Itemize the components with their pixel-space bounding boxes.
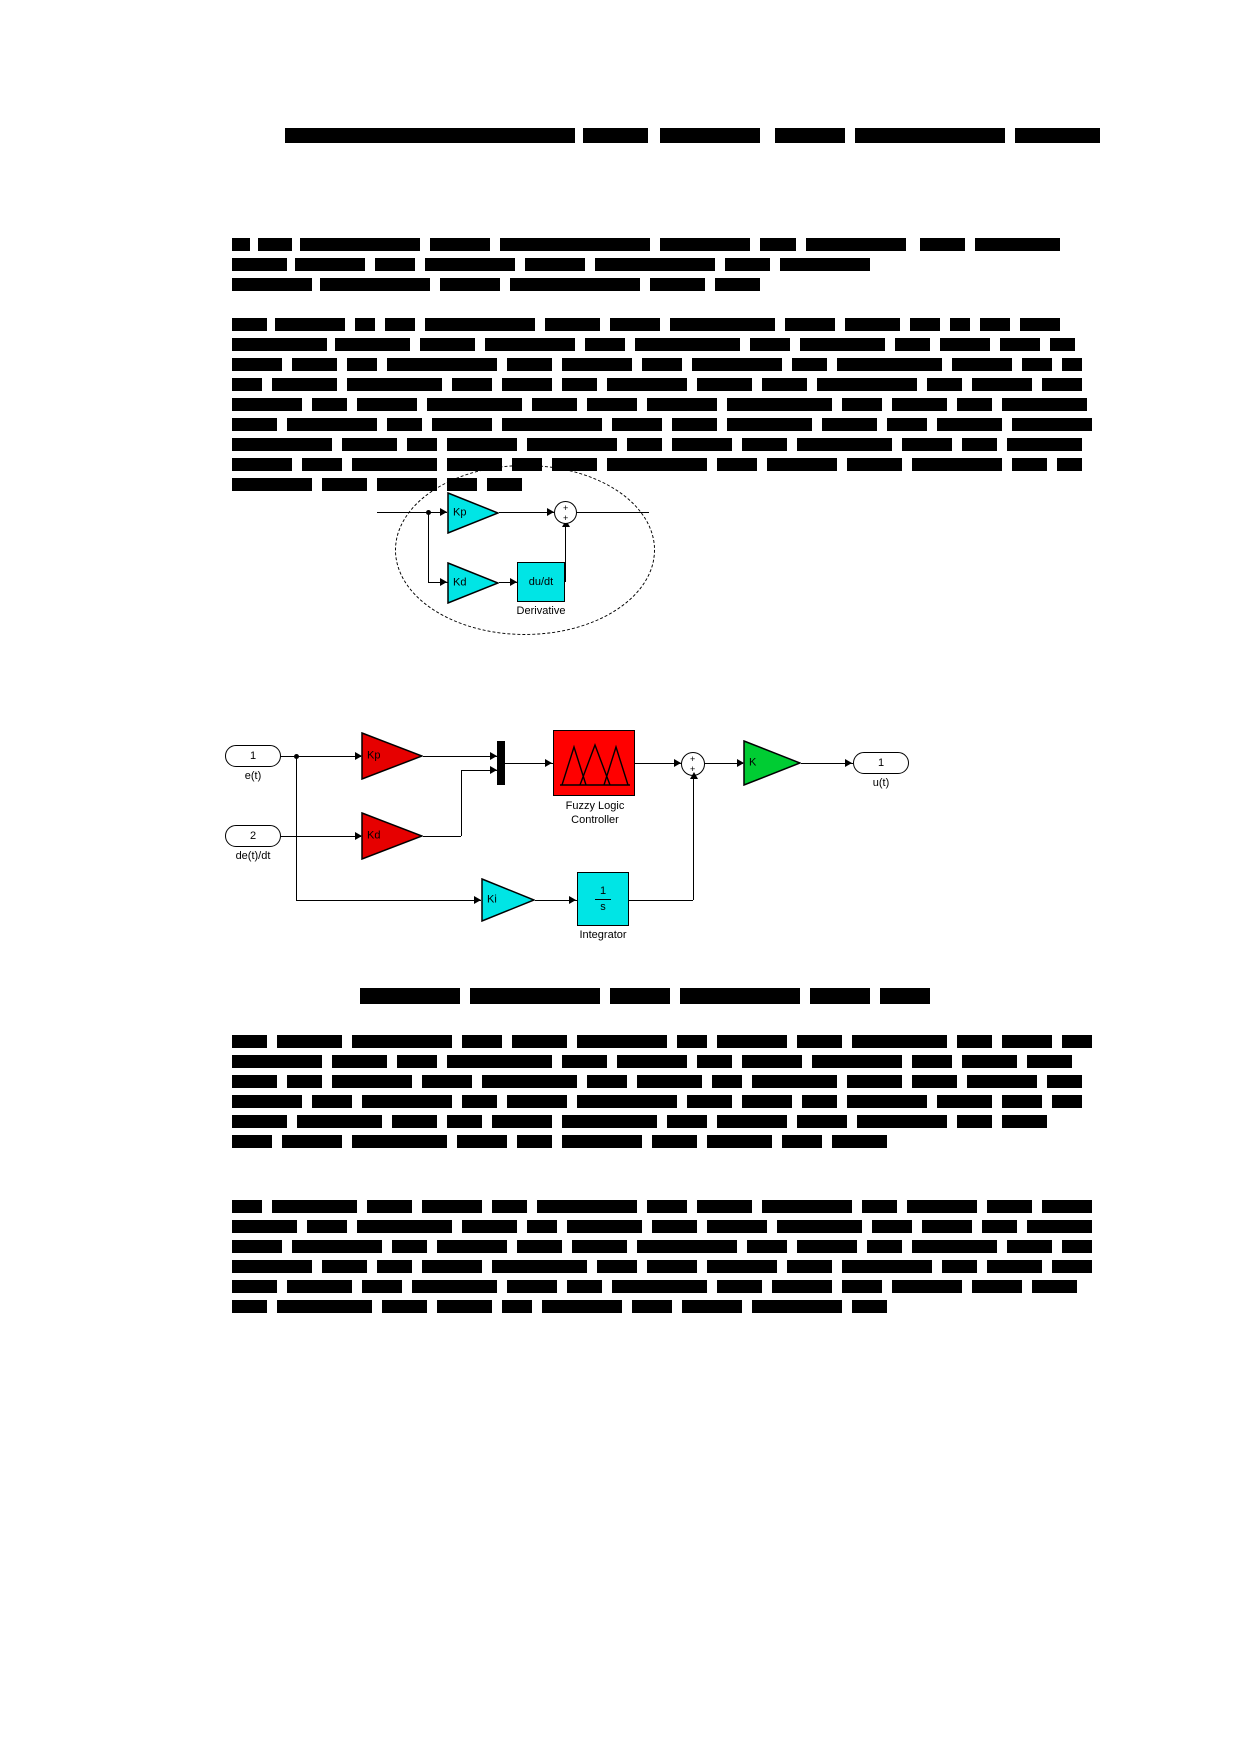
fuzzy-pid-block-diagram [225, 720, 995, 945]
wire-kp-to-mux [423, 756, 497, 757]
wire-kd-out [423, 836, 461, 837]
inport-2-number: 2 [249, 830, 257, 842]
section-title-redacted [0, 128, 1240, 151]
inport-1-number: 1 [249, 750, 257, 762]
redacted-line [0, 128, 1240, 143]
redacted-line [0, 1220, 1240, 1233]
outport-1-label: u(t) [872, 777, 890, 789]
inport-1-label: e(t) [244, 770, 262, 782]
redacted-line [0, 418, 1240, 431]
redacted-line [0, 358, 1240, 371]
wire-e-down [296, 756, 297, 900]
gain-kd [447, 562, 499, 604]
gain-kd-label: Kd [453, 576, 467, 589]
redacted-line [0, 1035, 1240, 1048]
wire-integrator-up [693, 778, 694, 900]
arrow-into-outport [845, 759, 852, 767]
integrator-caption: Integrator [579, 929, 627, 941]
arrow-into-fuzzy [545, 759, 552, 767]
gain-kp-label: Kp [453, 506, 467, 519]
redacted-line [0, 1300, 1240, 1313]
arrow-into-integrator [569, 896, 576, 904]
wire-input [377, 512, 447, 513]
sum-sign-bottom: + [563, 513, 569, 523]
inport-2 [225, 825, 281, 847]
membership-function-icon [554, 731, 636, 797]
arrow-into-mux-bottom [490, 766, 497, 774]
redacted-line [0, 1240, 1240, 1253]
wire-e-out [281, 756, 361, 757]
wire-derivative-up [565, 527, 566, 582]
paragraph-1-redacted [0, 238, 1240, 298]
arrow-into-ki [474, 896, 481, 904]
gain-kp-main [361, 732, 423, 780]
mux-bar [497, 741, 505, 785]
fuzzy-logic-controller-block [553, 730, 635, 796]
redacted-line [0, 378, 1240, 391]
fuzzy-caption-line2: Controller [571, 814, 619, 826]
gain-kp-main-label: Kp [367, 749, 381, 762]
redacted-line [0, 238, 1240, 251]
redacted-line [0, 1075, 1240, 1088]
redacted-line [0, 278, 1240, 291]
redacted-line [0, 1115, 1240, 1128]
redacted-line [0, 338, 1240, 351]
integrator-numerator: 1 [599, 885, 607, 898]
gain-k [743, 740, 801, 786]
gain-kd-main [361, 812, 423, 860]
gain-k-label: K [749, 756, 757, 769]
derivative-block [517, 562, 565, 602]
arrow-into-mux-top [490, 752, 497, 760]
integrator-denominator: s [600, 900, 606, 913]
redacted-line [0, 438, 1240, 451]
sum-block [554, 501, 577, 524]
wire-sum-out [577, 512, 649, 513]
integrator-fraction-bar [595, 899, 611, 900]
redacted-line [0, 1135, 1240, 1148]
wire-kd-up [461, 770, 462, 836]
wire-integrator-out [629, 900, 693, 901]
arrow-into-sum-left-main [674, 759, 681, 767]
derivative-caption: Derivative [516, 605, 566, 617]
wire-kp-to-sum [499, 512, 554, 513]
redacted-line [0, 318, 1240, 331]
redacted-line [0, 258, 1240, 271]
gain-ki-label: Ki [487, 893, 497, 906]
sum-sign-top: + [563, 503, 569, 513]
redacted-line [0, 1095, 1240, 1108]
sum-sign-bottom: + [690, 764, 696, 774]
figure-caption-redacted [0, 988, 1240, 1011]
pd-detail-diagram [395, 465, 695, 640]
wire-e-to-ki [296, 900, 481, 901]
redacted-line [0, 1055, 1240, 1068]
inport-2-label: de(t)/dt [235, 850, 271, 862]
sum-sign-top: + [690, 754, 696, 764]
redacted-line [0, 988, 1240, 1004]
arrow-into-sum-left [547, 508, 554, 516]
fuzzy-caption-line1: Fuzzy Logic [565, 800, 625, 812]
wire-branch-down [428, 512, 429, 582]
redacted-line [0, 1200, 1240, 1213]
gain-kp [447, 492, 499, 534]
gain-kd-main-label: Kd [367, 829, 381, 842]
redacted-line [0, 1280, 1240, 1293]
arrow-into-derivative [510, 578, 517, 586]
derivative-block-label: du/dt [528, 576, 554, 588]
arrow-into-sum-bottom-main [690, 772, 698, 779]
paragraph-4-redacted [0, 1200, 1240, 1320]
redacted-line [0, 1260, 1240, 1273]
outport-1 [853, 752, 909, 774]
redacted-line [0, 398, 1240, 411]
wire-de-out [281, 836, 361, 837]
outport-1-number: 1 [877, 757, 885, 769]
paragraph-3-redacted [0, 1035, 1240, 1155]
integrator-block [577, 872, 629, 926]
inport-1 [225, 745, 281, 767]
arrow-into-kp [440, 508, 447, 516]
arrow-into-kd [440, 578, 447, 586]
gain-ki [481, 878, 535, 922]
